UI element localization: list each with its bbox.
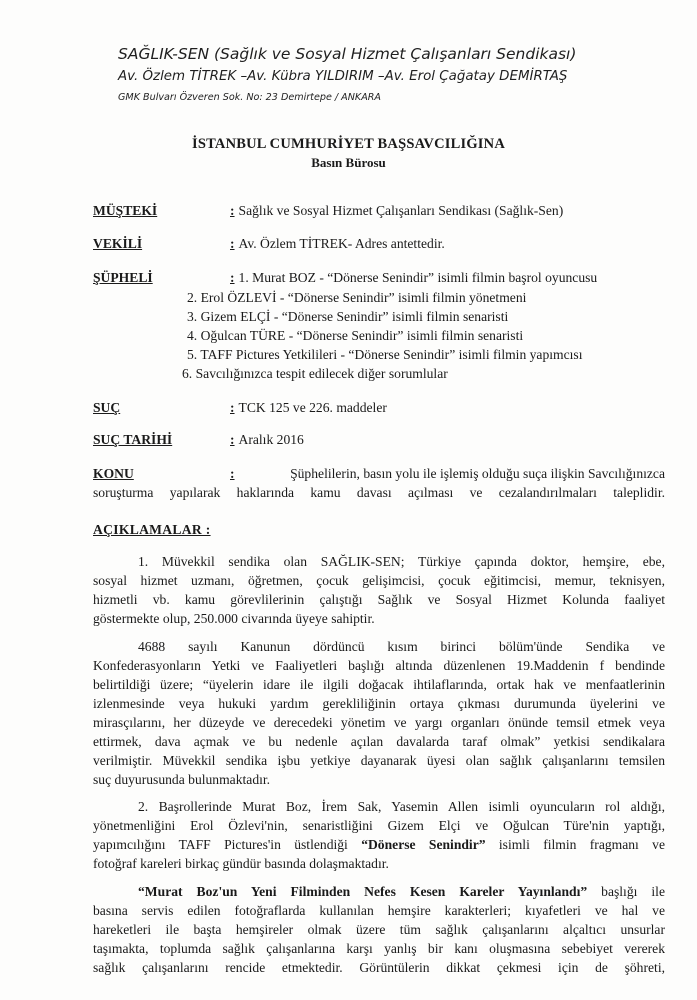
paragraph-1 — [93, 552, 665, 628]
p2-line: ettirmek, dava açmak ve bu nedenle açılan davalarda taraf olmak” yetkisi sendikalara — [93, 734, 665, 749]
supheli-item-2: 2. Erol ÖZLEVİ - “Dönerse Senindir” isimli filmin yönetmeni — [187, 290, 527, 305]
paragraph-4 — [93, 882, 665, 977]
suc-colon: : — [230, 400, 235, 415]
p3-line — [93, 835, 665, 854]
film-title: “Dönerse Senindir” — [361, 837, 486, 852]
recipient-subtitle: Basın Bürosu — [311, 155, 386, 170]
supheli-item-5: 5. TAFF Pictures Yetkilileri - “Dönerse Senindir” isimli filmin yapımcısı — [187, 347, 583, 362]
p3-line: fotoğraf kareleri birkaç gündür basında dolaşmaktadır. — [93, 856, 389, 871]
p4-line: taşımakta, toplumda sağlık çalışanlarına karşı yanlış bir kanı oluşmasına sebebiyet vererek — [93, 941, 665, 956]
konu-continuation — [93, 483, 665, 502]
musteki-value-row — [230, 201, 563, 220]
paragraph-3 — [93, 797, 665, 873]
vekili-value-row — [230, 234, 445, 253]
recipient-title: İSTANBUL CUMHURİYET BAŞSAVCILIĞINA — [192, 136, 505, 152]
p2-line: belirtildiği üzere; “üyelerin idare ile ilgili doğacak ihtilaflarında, ortak hak ve menfaatlerinin — [93, 677, 665, 692]
vekili-colon: : — [230, 236, 235, 251]
musteki-colon: : — [230, 203, 235, 218]
letterhead-lawyers: Av. Özlem TİTREK –Av. Kübra YILDIRIM –Av. Erol Çağatay DEMİRTAŞ — [118, 69, 568, 84]
p3-line-text: isimli filmin fragmanı ve — [498, 837, 665, 852]
vekili-value: Av. Özlem TİTREK- Adres antettedir. — [238, 236, 445, 251]
letterhead-organization: SAĞLIK-SEN (Sağlık ve Sosyal Hizmet Çalışanları Sendikası) — [118, 45, 577, 63]
suc-value-row — [230, 398, 387, 417]
p2-line: 4688 sayılı Kanunun dördüncü kısım birinci bölüm'ünde Sendika ve — [138, 639, 665, 654]
suc-tarihi-colon: : — [230, 432, 235, 447]
suc-tarihi-label: SUÇ TARİHİ — [93, 432, 173, 447]
p2-line: verilmiştir. Müvekkil sendika işbu yetkiye dayanarak üyesi olan sağlık çalışanlarını temsilen — [93, 753, 665, 768]
konu-line-2: soruşturma yapılarak haklarında kamu davası açılması ve cezalandırılmaları taleplidir. — [93, 485, 665, 500]
p2-line: mirasçılarını, her düzeyde ve derecedeki yönetim ve yargı organları önünde temsil etmek veya — [93, 715, 665, 730]
p2-line: izlenmesinde veya hukuki yardım gerekliliğinin ortaya çıkması durumunda üyelerini ve — [93, 696, 665, 711]
p4-line: basına servis edilen fotoğraflarda kullanılan hemşire karakterleri; kıyafetleri ve hal ve — [93, 903, 665, 918]
suc-tarihi-value-row — [230, 430, 304, 449]
letterhead-address: GMK Bulvarı Özveren Sok. No: 23 Demirtepe / ANKARA — [118, 92, 381, 103]
p1-line: sosyal hizmet uzmanı, öğretmen, çocuk gelişimcisi, çocuk eğitimcisi, memur, teknisyen, — [93, 573, 665, 588]
musteki-value: Sağlık ve Sosyal Hizmet Çalışanları Sendikası (Sağlık-Sen) — [238, 203, 564, 218]
konu-colon: : — [230, 466, 235, 481]
p2-line: Konfederasyonların Yetki ve Faaliyetleri başlığı altında düzenlenen 19.Maddenin f bendinde — [93, 658, 665, 673]
suc-tarihi-value: Aralık 2016 — [238, 432, 304, 447]
supheli-label: ŞÜPHELİ — [93, 270, 153, 285]
paragraph-2 — [93, 637, 665, 789]
p3-line: 2. Başrollerinde Murat Boz, İrem Sak, Yasemin Allen isimli oyuncuların rol aldığı, — [138, 799, 665, 814]
p2-line: suç duyurusunda bulunmaktadır. — [93, 772, 271, 787]
p1-line: hizmetli vb. kamu görevlilerinin çalıştığı Sağlık ve Sosyal Hizmet Kolunda faaliyet — [93, 592, 665, 607]
konu-line-1: Şüphelilerin, basın yolu ile işlemiş olduğu suça ilişkin Savcılığınızca — [290, 466, 665, 481]
p4-line-text: başlığı ile — [601, 884, 665, 899]
supheli-item-1: 1. Murat BOZ - “Dönerse Senindir” isimli filmin başrol oyuncusu — [238, 270, 598, 285]
konu-line-1-row — [230, 464, 665, 483]
aciklamalar-heading: AÇIKLAMALAR : — [93, 522, 211, 537]
musteki-label: MÜŞTEKİ — [93, 203, 158, 218]
p4-line: sağlık çalışanlarını rencide etmektedir. Görüntülerin dikkat çekmesi için de şöhreti, — [93, 960, 665, 975]
p3-line-text: yapımcılığını TAFF Pictures'in üstlendiği — [93, 837, 348, 852]
supheli-item-4: 4. Oğulcan TÜRE - “Dönerse Senindir” isimli filmin senaristi — [187, 328, 524, 343]
p1-line: göstermekte olup, 250.000 civarında üyeye sahiptir. — [93, 611, 375, 626]
supheli-item-6: 6. Savcılığınızca tespit edilecek diğer sorumlular — [182, 366, 448, 381]
p1-line: 1. Müvekkil sendika olan SAĞLIK-SEN; Türkiye çapında doktor, hemşire, ebe, — [138, 554, 665, 569]
p4-line — [93, 882, 665, 901]
news-headline: “Murat Boz'un Yeni Filminden Nefes Kesen Kareler Yayınlandı” — [138, 884, 588, 899]
supheli-item-3: 3. Gizem ELÇİ - “Dönerse Senindir” isimli filmin senaristi — [187, 309, 509, 324]
p4-line: hareketleri ile başta hemşireler olmak üzere tüm sağlık çalışanlarını alçaltıcı unsurlar — [93, 922, 665, 937]
p3-line: yönetmenliğini Erol Özlevi'nin, senaristliğini Gizem Elçi ve Oğulcan Türe'nin yaptığı, — [93, 818, 665, 833]
suc-value: TCK 125 ve 226. maddeler — [238, 400, 387, 415]
konu-label: KONU — [93, 466, 134, 481]
supheli-item-1-row — [230, 268, 597, 287]
vekili-label: VEKİLİ — [93, 236, 143, 251]
supheli-colon: : — [230, 270, 235, 285]
suc-label: SUÇ — [93, 400, 121, 415]
